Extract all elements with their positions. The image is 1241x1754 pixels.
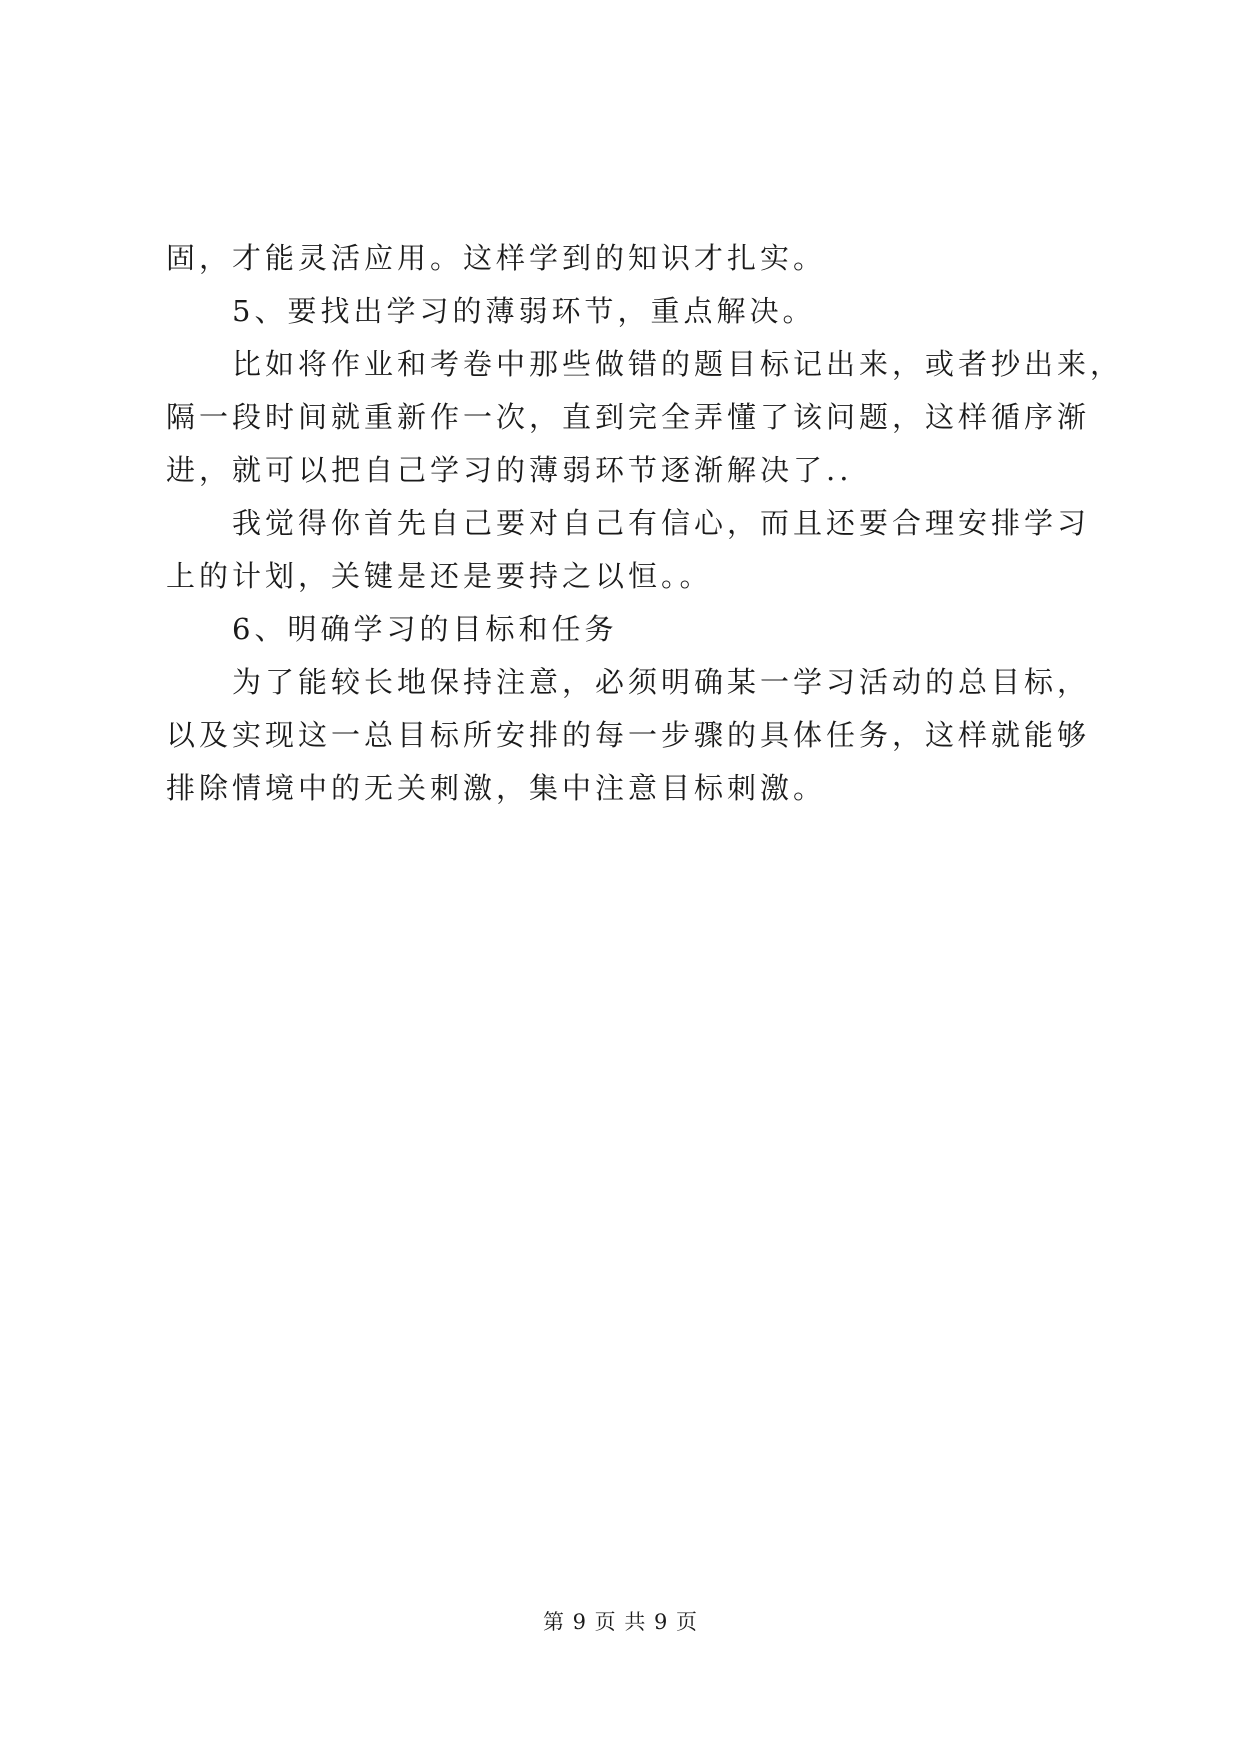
text-line: 上的计划，关键是还是要持之以恒。。 bbox=[166, 559, 713, 593]
text-line: 比如将作业和考卷中那些做错的题目标记出来，或者抄出来， bbox=[232, 347, 1124, 381]
document-body bbox=[166, 232, 1126, 815]
page-number-footer: 第 9 页 共 9 页 bbox=[542, 1610, 699, 1634]
section-heading-6: 6、明确学习的目标和任务 bbox=[232, 612, 618, 646]
text-line: 隔一段时间就重新作一次，直到完全弄懂了该问题，这样循序渐 bbox=[166, 400, 1091, 434]
text-line: 固，才能灵活应用。这样学到的知识才扎实。 bbox=[166, 241, 827, 275]
text-line: 我觉得你首先自己要对自己有信心，而且还要合理安排学习 bbox=[232, 506, 1091, 540]
text-line: 以及实现这一总目标所安排的每一步骤的具体任务，这样就能够 bbox=[166, 718, 1091, 752]
text-line: 排除情境中的无关刺激，集中注意目标刺激。 bbox=[166, 771, 827, 805]
text-line: 进，就可以把自己学习的薄弱环节逐渐解决了.. bbox=[166, 453, 853, 487]
section-heading-5: 5、要找出学习的薄弱环节，重点解决。 bbox=[232, 294, 816, 328]
text-line: 为了能较长地保持注意，必须明确某一学习活动的总目标， bbox=[232, 665, 1091, 699]
